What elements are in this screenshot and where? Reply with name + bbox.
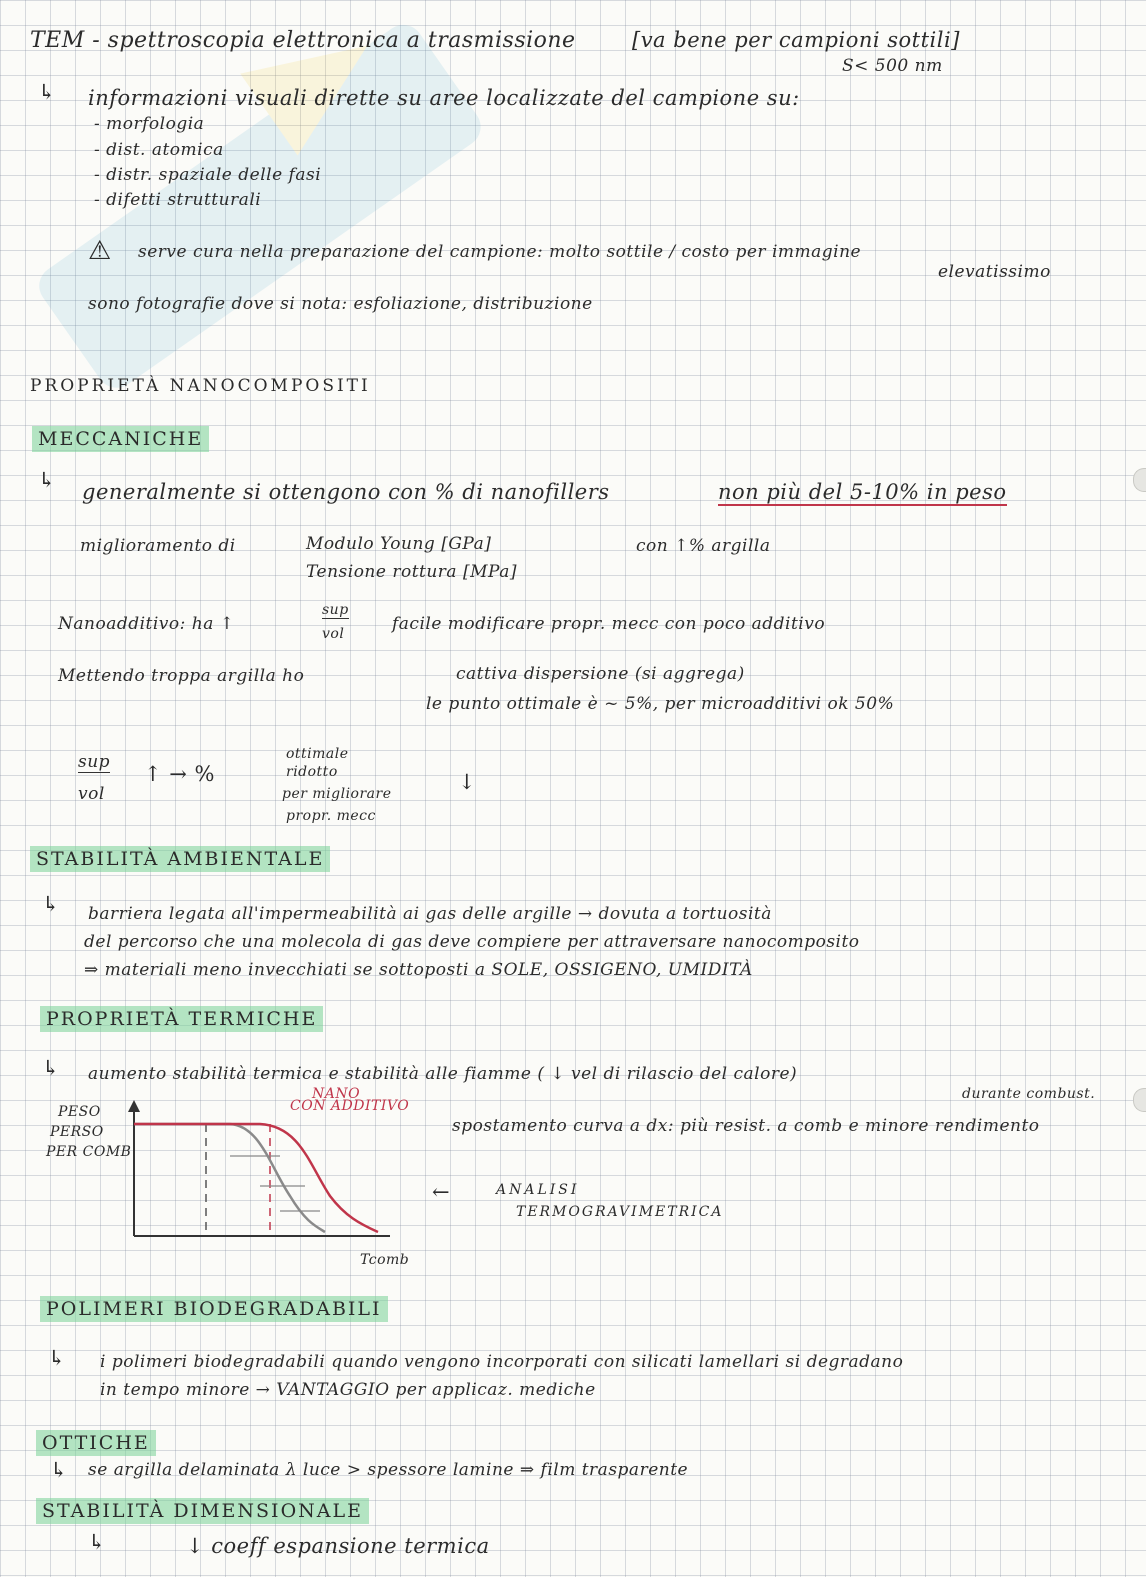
fraction-bottom: vol [78, 784, 105, 804]
tem-list-item: - distr. spaziale delle fasi [94, 165, 322, 185]
ottiche-line1: se argilla delaminata λ luce > spessore lamine ⇒ film trasparente [88, 1460, 689, 1480]
biodeg-line1: i polimeri biodegradabili quando vengono incorporati con silicati lamellari si degradano [100, 1352, 904, 1372]
stabilita-line1: barriera legata all'impermeabilità ai gas delle argille → dovuta a tortuosità [88, 904, 772, 924]
graph-x-label: Tcomb [360, 1252, 410, 1268]
termiche-line1: aumento stabilità termica e stabilità alle fiamme ( ↓ vel di rilascio del calore) [88, 1064, 798, 1084]
tem-warning-2: elevatissimo [938, 262, 1051, 282]
tem-title: TEM - spettroscopia elettronica a trasmissione [30, 28, 576, 53]
arrow-icon: ↳ [42, 1056, 61, 1080]
tem-bracket: [va bene per campioni sottili] [632, 28, 960, 52]
meccaniche-line4a: Mettendo troppa argilla ho [58, 666, 305, 686]
stabilita-ambientale-heading: STABILITÀ AMBIENTALE [30, 846, 330, 872]
down-arrow-icon: ↓ [458, 770, 477, 794]
meccaniche-line5: le punto ottimale è ~ 5%, per microadditivi ok 50% [426, 694, 895, 714]
stabilita-line2: del percorso che una molecola di gas deve compiere per attraversare nanocomposito [84, 932, 860, 952]
arrow-icon: ↳ [48, 1346, 67, 1370]
meccaniche-line3b: facile modificare propr. mecc con poco additivo [392, 614, 826, 634]
meccaniche-heading: MECCANICHE [32, 426, 209, 452]
y-axis-arrowhead [128, 1100, 140, 1112]
tga-chart [110, 1096, 400, 1256]
warning-icon: ⚠ [88, 236, 112, 266]
termiche-note: spostamento curva a dx: più resist. a comb e minore rendimento [452, 1116, 1040, 1136]
tem-list-item: - morfologia [94, 114, 205, 134]
meccaniche-line4b: cattiva dispersione (si aggrega) [456, 664, 745, 684]
meccaniche-line3a: Nanoadditivo: ha ↑ [58, 614, 235, 634]
analisi-label-2: TERMOGRAVIMETRICA [516, 1204, 724, 1220]
fraction-top: sup [78, 752, 111, 772]
termiche-heading: PROPRIETÀ TERMICHE [40, 1006, 323, 1032]
graph-y-label: PERSO [50, 1124, 104, 1140]
dimensionale-line1: ↓ coeff espansione termica [186, 1534, 490, 1558]
diagram-arrows: ↑ → % [144, 762, 215, 786]
fraction-top: sup [322, 602, 349, 618]
binder-hole [1133, 1088, 1146, 1112]
binder-hole [1133, 468, 1146, 492]
graph-curve-label: NANO [312, 1086, 361, 1102]
dimensionale-heading: STABILITÀ DIMENSIONALE [36, 1498, 369, 1524]
tem-warning: serve cura nella preparazione del campione: molto sottile / costo per immagine [138, 242, 862, 262]
meccaniche-line1: generalmente si ottengono con % di nanofillers [82, 480, 610, 504]
arrow-icon: ↳ [38, 80, 57, 104]
stabilita-line3: ⇒ materiali meno invecchiati se sottoposti a SOLE, OSSIGENO, UMIDITÀ [84, 960, 753, 980]
meccaniche-line2a: miglioramento di [80, 536, 236, 556]
meccaniche-line2d: con ↑% argilla [636, 536, 771, 556]
arrow-icon: ↳ [50, 1458, 69, 1482]
biodeg-heading: POLIMERI BIODEGRADABILI [40, 1296, 388, 1322]
tem-photos: sono fotografie dove si nota: esfoliazione, distribuzione [88, 294, 593, 314]
arrow-icon: ↳ [38, 468, 57, 492]
graph-y-label: PESO [58, 1104, 101, 1120]
tem-list-item: - difetti strutturali [94, 190, 262, 210]
biodeg-line2: in tempo minore → VANTAGGIO per applicaz. mediche [100, 1380, 596, 1400]
graph-curve-label: CON ADDITIVO [290, 1098, 410, 1114]
graph-y-label: PER COMB [46, 1144, 132, 1160]
analisi-label: ANALISI [496, 1182, 580, 1198]
termiche-line1b: durante combust. [962, 1086, 1096, 1102]
arrow-icon: ↳ [88, 1530, 107, 1554]
arrow-icon: ↳ [42, 892, 61, 916]
meccaniche-line2b: Modulo Young [GPa] [306, 534, 492, 554]
tem-thickness: S< 500 nm [842, 56, 943, 76]
tem-info: informazioni visuali dirette su aree localizzate del campione su: [88, 86, 800, 110]
diagram-note: propr. mecc [286, 808, 376, 824]
tem-list-item: - dist. atomica [94, 140, 224, 160]
meccaniche-line2c: Tensione rottura [MPa] [306, 562, 517, 582]
section-title: PROPRIETÀ NANOCOMPOSITI [30, 376, 371, 396]
diagram-note: ridotto [286, 764, 338, 780]
diagram-note: ottimale [286, 746, 349, 762]
meccaniche-line1-red: non più del 5-10% in peso [718, 480, 1007, 504]
fraction-bottom: vol [322, 626, 345, 642]
left-arrow-icon: ← [432, 1180, 451, 1204]
diagram-note: per migliorare [282, 786, 392, 802]
ottiche-heading: OTTICHE [36, 1430, 156, 1456]
